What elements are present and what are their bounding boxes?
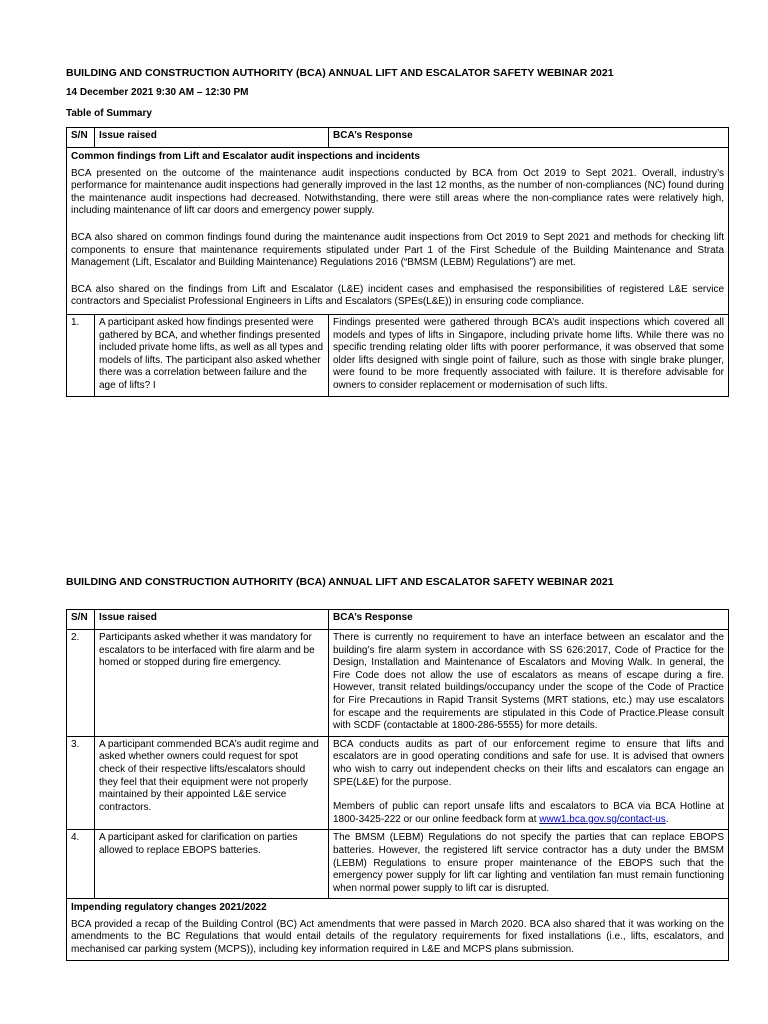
contact-us-link[interactable]: www1.bca.gov.sg/contact-us	[539, 813, 666, 825]
event-date: 14 December 2021 9:30 AM – 12:30 PM	[66, 87, 249, 98]
row-issue: A participant asked for clarification on parties allowed to replace EBOPS batteries.	[95, 830, 329, 899]
table-header-row	[67, 128, 729, 148]
section-regulatory-changes	[67, 899, 729, 960]
summary-table-page-2	[66, 609, 729, 961]
table-row	[67, 830, 729, 899]
header-response: BCA’s Response	[329, 128, 729, 148]
row-issue: Participants asked whether it was mandatory for escalators to be interfaced with fire alarm and be homed or stopped during fire emergency.	[95, 630, 329, 737]
row-sn: 1.	[67, 314, 95, 396]
table-row	[67, 736, 729, 830]
table-header-row	[67, 610, 729, 630]
response-paragraph: BCA conducts audits as part of our enforcement regime to ensure that lifts and escalators are in good operating conditions and safe for use. It is advised that owners who wish to carry out independent checks on their lifts and escalators can engage an SPE(L&E) for the purpose.	[333, 738, 724, 788]
row-issue: A participant commended BCA’s audit regime and asked whether owners could request for spot check of their respective lifts/escalators should they feel that their equipment were not properly maintained by their appointed L&E service contractors.	[95, 736, 329, 830]
section-paragraph: BCA presented on the outcome of the maintenance audit inspections conducted by BCA from Oct 2019 to Sept 2021. Overall, industry’s performance for maintenance audit inspections had generally improved in the last 12 months, as the number of non-compliances (NC) found during the maintenance audit inspections had decreased. Notwithstanding, there were still areas where the non-compliance rates were relatively high, including maintenance of lift car doors and emergency power supply.	[71, 167, 724, 217]
row-issue: A participant asked how findings presented were gathered by BCA, and whether findings presented included private home lifts, as well as all types and models of lifts. The participant also asked whether there was a correlation between failure and the age of lifts? I	[95, 314, 329, 396]
header-sn: S/N	[67, 610, 95, 630]
section-row	[67, 148, 729, 315]
row-response: Findings presented were gathered through BCA’s audit inspections which covered all models and types of lifts in Singapore, including private home lifts. While there was no specific trending relating older lifts with poorer performance, it was observed that some older lifts designed with single point of failure, such as those with single brake plunger, were found to be more frequently associated with failure. It is therefore advisable for owners to consider replacement or modernisation of such lifts.	[329, 314, 729, 396]
section-title: Common findings from Lift and Escalator audit inspections and incidents	[71, 151, 420, 162]
section-paragraph: BCA also shared on common findings found during the maintenance audit inspections from Oct 2019 to Sept 2021 and methods for checking lift components to ensure that maintenance requirements stipulated under Part 1 of the First Schedule of the Building Maintenance and Strata Management (Lift, Escalator and Building Maintenance) Regulations 2016 (“BMSM (LEBM) Regulations”) are met.	[71, 231, 724, 269]
section-common-findings	[67, 148, 729, 315]
section-paragraph: BCA provided a recap of the Building Control (BC) Act amendments that were passed in March 2020. BCA also shared that it was working on the amendments to the BC Regulations that would entail details of the regulatory requirements for fixed installations (i.e., lifts, escalators, and mechanised car parking system (MCPS)), including key information required in L&E and MCPS plans submission.	[71, 918, 724, 956]
summary-table-page-1	[66, 127, 729, 397]
section-paragraph: BCA also shared on the findings from Lift and Escalator (L&E) incident cases and emphasised the responsibilities of registered L&E service contractors and Specialist Professional Engineers in Lifts and Escalators (SPEs(L&E)) in ensuring code compliance.	[71, 283, 724, 308]
row-sn: 3.	[67, 736, 95, 830]
period: .	[665, 813, 669, 825]
header-issue: Issue raised	[95, 128, 329, 148]
row-sn: 2.	[67, 630, 95, 737]
summary-label: Table of Summary	[66, 108, 152, 119]
header-response: BCA’s Response	[329, 610, 729, 630]
table-row	[67, 314, 729, 396]
section-row	[67, 899, 729, 960]
document-title-page-2: BUILDING AND CONSTRUCTION AUTHORITY (BCA) ANNUAL LIFT AND ESCALATOR SAFETY WEBINAR 2021	[66, 576, 614, 588]
response-paragraph	[333, 801, 724, 826]
header-issue: Issue raised	[95, 610, 329, 630]
header-sn: S/N	[67, 128, 95, 148]
document-title: BUILDING AND CONSTRUCTION AUTHORITY (BCA) ANNUAL LIFT AND ESCALATOR SAFETY WEBINAR 2021	[66, 67, 614, 79]
table-row	[67, 630, 729, 737]
row-response: The BMSM (LEBM) Regulations do not specify the parties that can replace EBOPS batteries. However, the registered lift service contractor has a duty under the BMSM (LEBM) Regulations to ensure proper maintenance of the EBOPS such that the emergency power supply for lift car lighting and ventilation fan must remain functioning when normal power supply to lift car is disrupted.	[329, 830, 729, 899]
row-response	[329, 736, 729, 830]
section-title: Impending regulatory changes 2021/2022	[71, 902, 267, 914]
row-sn: 4.	[67, 830, 95, 899]
row-response: There is currently no requirement to have an interface between an escalator and the building’s fire alarm system in accordance with SS 626:2017, Code of Practice for the Design, Installation and Maintenance of Escalators and Moving Walk. In general, the Fire Code does not allow the use of escalators as means of escape during a fire. However, transit related buildings/occupancy under the scope of the Code of Practice for Fire Precautions in Rapid Transit Systems (MRT stations, etc.) may use escalators for escape and the requirements are stipulated in this Code of Practice.Please consult with SCDF (contactable at 1800-286-5555) for more details.	[329, 630, 729, 737]
hotline-text: Members of public can report unsafe lifts and escalators to BCA via BCA Hotline at 1800-3425-222 or our online feedback form at	[333, 801, 724, 825]
